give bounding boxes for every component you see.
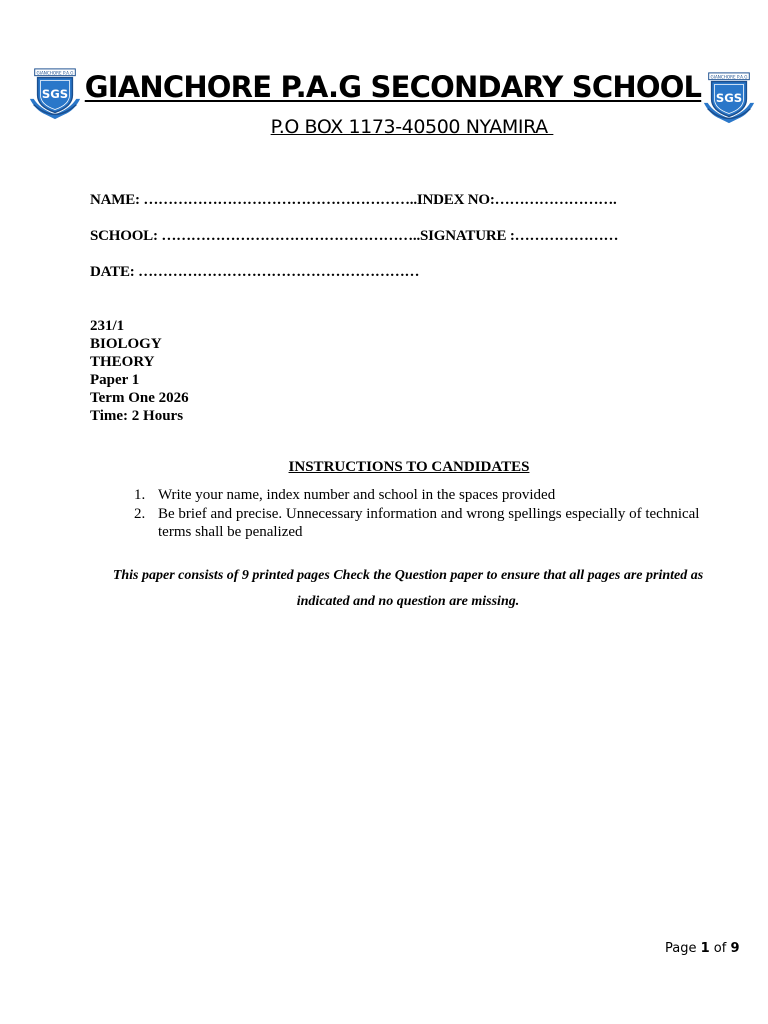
crest-banner-text: GIANCHORE P.A.G bbox=[710, 74, 748, 80]
total-pages: 9 bbox=[730, 941, 740, 956]
name-index-field[interactable]: NAME: ………………………………………………..INDEX NO:……………………. bbox=[90, 192, 617, 208]
crest-banner-text: GIANCHORE P.A.G bbox=[36, 70, 74, 76]
paper-type: THEORY bbox=[90, 354, 155, 370]
school-name: GIANCHORE P.A.G SECONDARY SCHOOL bbox=[84, 70, 702, 104]
instructions-list bbox=[134, 486, 714, 542]
page-separator: of bbox=[709, 941, 731, 956]
paper-time: Time: 2 Hours bbox=[90, 408, 184, 424]
paper-number: Paper 1 bbox=[90, 372, 140, 388]
date-field[interactable]: DATE: ………………………………………………… bbox=[90, 264, 420, 280]
list-item-text: Write your name, index number and school in the spaces provided bbox=[158, 487, 556, 503]
page-count-note: This paper consists of 9 printed pages Check the Question paper to ensure that all pages are printed as indicated and no question are missing. bbox=[112, 568, 704, 609]
school-signature-field[interactable]: SCHOOL: ……………………………………………..SIGNATURE :………………… bbox=[90, 228, 619, 244]
paper-code: 231/1 bbox=[90, 318, 125, 334]
list-item bbox=[134, 486, 714, 505]
instructions-heading: INSTRUCTIONS TO CANDIDATES bbox=[288, 459, 530, 475]
list-item-number: 2. bbox=[134, 505, 146, 522]
paper-details bbox=[90, 317, 189, 425]
school-address: P.O BOX 1173-40500 NYAMIRA bbox=[270, 116, 554, 138]
crest-initials: SGS bbox=[41, 86, 69, 101]
page-prefix: Page bbox=[665, 941, 701, 956]
page-number bbox=[665, 941, 740, 956]
paper-subject: BIOLOGY bbox=[90, 336, 162, 352]
list-item-text: Be brief and precise. Unnecessary information and wrong spellings especially of technical terms shall be penalized bbox=[158, 505, 700, 540]
current-page: 1 bbox=[700, 941, 710, 956]
list-item-number: 1. bbox=[134, 487, 146, 503]
list-item bbox=[134, 505, 714, 542]
crest-initials: SGS bbox=[715, 90, 743, 105]
paper-term: Term One 2026 bbox=[90, 390, 189, 406]
